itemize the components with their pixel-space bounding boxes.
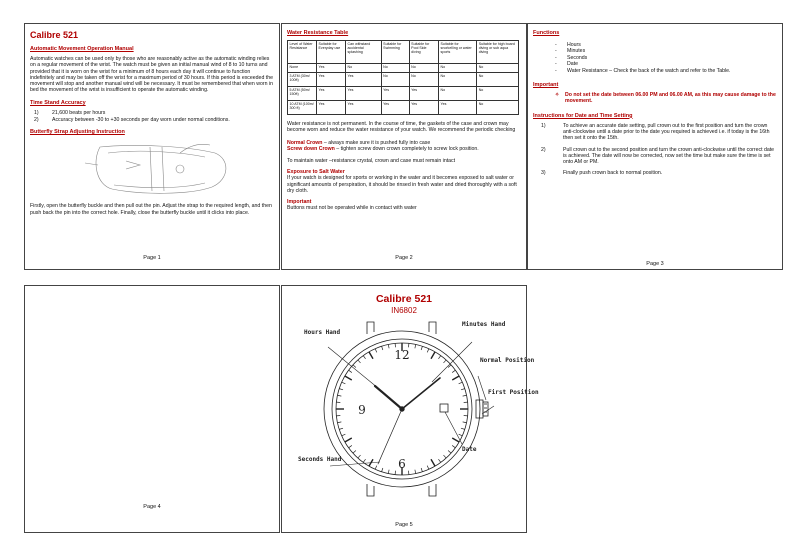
strap-heading: Butterfly Strap Adjusting Instruction [30, 129, 125, 136]
page-number: Page 3 [646, 261, 664, 267]
page-number: Page 4 [143, 504, 161, 510]
table-header-row: Level of Water Resistance Suitable for Everyday use Can withstand accidental splashing Suitable for Swimming Suitable for Pool Side diving Suitable for snorkelling or water sports Suitable for high board diving or sub aqua diving [288, 41, 519, 64]
auto-text: Automatic watches can be used only by those who are reasonably active as the automatic winding relies on a regular movement of the wrist. The watch must be given an initial manual wind of 8 to 10 turns and provided that it is worn on the wrist for a minimum of 8 hours each day it will continue to function indefinitely and may be taken off the wrist for a maximum period of 30 hours. If this period is exceeded the movement will stop and another manual wind will be necessary. It must be remembered that when worn in bed the movement of the wrist is insufficient to operate the automatic winding. [30, 56, 273, 94]
list-item: - Seconds [555, 54, 588, 61]
date-label: Date [462, 446, 477, 453]
list-item: - Minutes [555, 48, 586, 55]
list-item: - Hours [555, 42, 581, 48]
table-row: 3 ATM (30m/ 100ft) Yes Yes No No No No [288, 73, 519, 87]
water-resistance-heading: Water Resistance Table [287, 30, 349, 36]
first-position-label: First Position [488, 389, 539, 396]
svg-text:12: 12 [394, 348, 410, 362]
page-number: Page 2 [395, 255, 413, 261]
screw-crown-text: Screw down Crown – tighten screw down crown completely to screw lock position. [287, 145, 479, 152]
important-note: ✧ Do not set the date between 06.00 PM and 06.00 AM, as this may cause damage to the movement. [555, 92, 776, 105]
salt-heading: Exposure to Salt Water [287, 169, 345, 176]
page-number: Page 1 [143, 255, 161, 261]
strap-illustration [30, 139, 274, 199]
important-heading: Important [533, 82, 559, 89]
page-3 [527, 23, 783, 270]
important-text: Buttons must not be operated while in contact with water [287, 205, 417, 212]
table-row: None Yes No No No No No [288, 64, 519, 73]
normal-position-label: Normal Position [480, 357, 535, 364]
diamond-icon: ✧ [555, 92, 560, 99]
diagram-title: Calibre 521 [375, 293, 433, 305]
page-4 [24, 285, 280, 533]
watch-diagram [282, 314, 539, 529]
list-item: 2) Accuracy between -30 to +30 seconds per day worn under normal conditions. [34, 117, 230, 124]
page-1 [24, 23, 280, 270]
instructions-list [533, 123, 777, 177]
list-item: - Water Resistance – Check the back of the watch and refer to the Table. [555, 67, 731, 74]
water-resistance-table [287, 40, 519, 115]
list-item: 1) To achieve an accurate date setting, pull crown out to the first position and turn the crown anti-clockwise until a date prior to the date you required is achieved i.e. if today is the 16th then set it onto the 15th. [541, 122, 770, 142]
strap-text: Firstly, open the butterfly buckle and then pull out the pin. Adjust the strap to the required length, and then push back the pin into the correct hole. Finally, close the butterfly buckle until it clicks into place. [30, 203, 272, 216]
functions-list [533, 42, 777, 74]
list-item: - Date [555, 61, 578, 68]
page-2 [281, 23, 527, 270]
hour-hand [375, 386, 402, 409]
functions-heading: Functions [533, 30, 560, 36]
page-1-title: Calibre 521 [30, 30, 79, 40]
permanence-text: Water resistance is not permanent. In the course of time, the gaskets of the case and crown may become worn and reduce the water resistance of your watch. We recommend the periodic checking [287, 121, 516, 134]
accuracy-heading: Time Stand Accuracy [30, 99, 86, 106]
auto-heading: Automatic Movement Operation Manual [30, 46, 134, 52]
table-row: 10 ATM (100m/ 300 ft) Yes Yes Yes Yes Yes No [288, 101, 519, 115]
minutes-hand-label: Minutes Hand [462, 321, 506, 328]
table-row: 5 ATM (50m/ 150ft) Yes Yes Yes Yes No No [288, 87, 519, 101]
minute-hand [402, 378, 440, 409]
salt-text: If your watch is designed for sports or working in the water and it becomes exposed to salt water or significant amounts of perspiration, it should be rinsed in fresh water and dried thoroughly with a soft dry cloth. [287, 175, 517, 195]
accuracy-list [30, 110, 274, 124]
normal-crown-text: Normal Crown – always make sure it is pushed fully into case [287, 139, 431, 146]
list-item: 2) Pull crown out to the second position and turn the crown anti-clockwise until the correct date is achieved. The date will now be corrected, now set the time but make sure the time is set onto AM or PM. [541, 146, 775, 166]
list-item: 1) 21,600 beats per hours [34, 109, 106, 116]
page-5 [281, 285, 539, 533]
hours-hand-label: Hours Hand [304, 329, 341, 336]
model-number: IN6802 [391, 306, 417, 315]
second-hand [378, 409, 402, 464]
svg-text:6: 6 [398, 457, 406, 471]
list-item: 3) Finally push crown back to normal position. [541, 170, 663, 177]
page-number: Page 5 [395, 522, 413, 528]
important-heading: Important [287, 199, 312, 206]
instructions-heading: Instructions for Date and Time Setting [533, 112, 633, 119]
seconds-hand-label: Seconds Hand [298, 456, 342, 463]
svg-text:9: 9 [358, 403, 366, 417]
maintain-text: To maintain water –resistance crystal, crown and case must remain intact [287, 158, 456, 165]
